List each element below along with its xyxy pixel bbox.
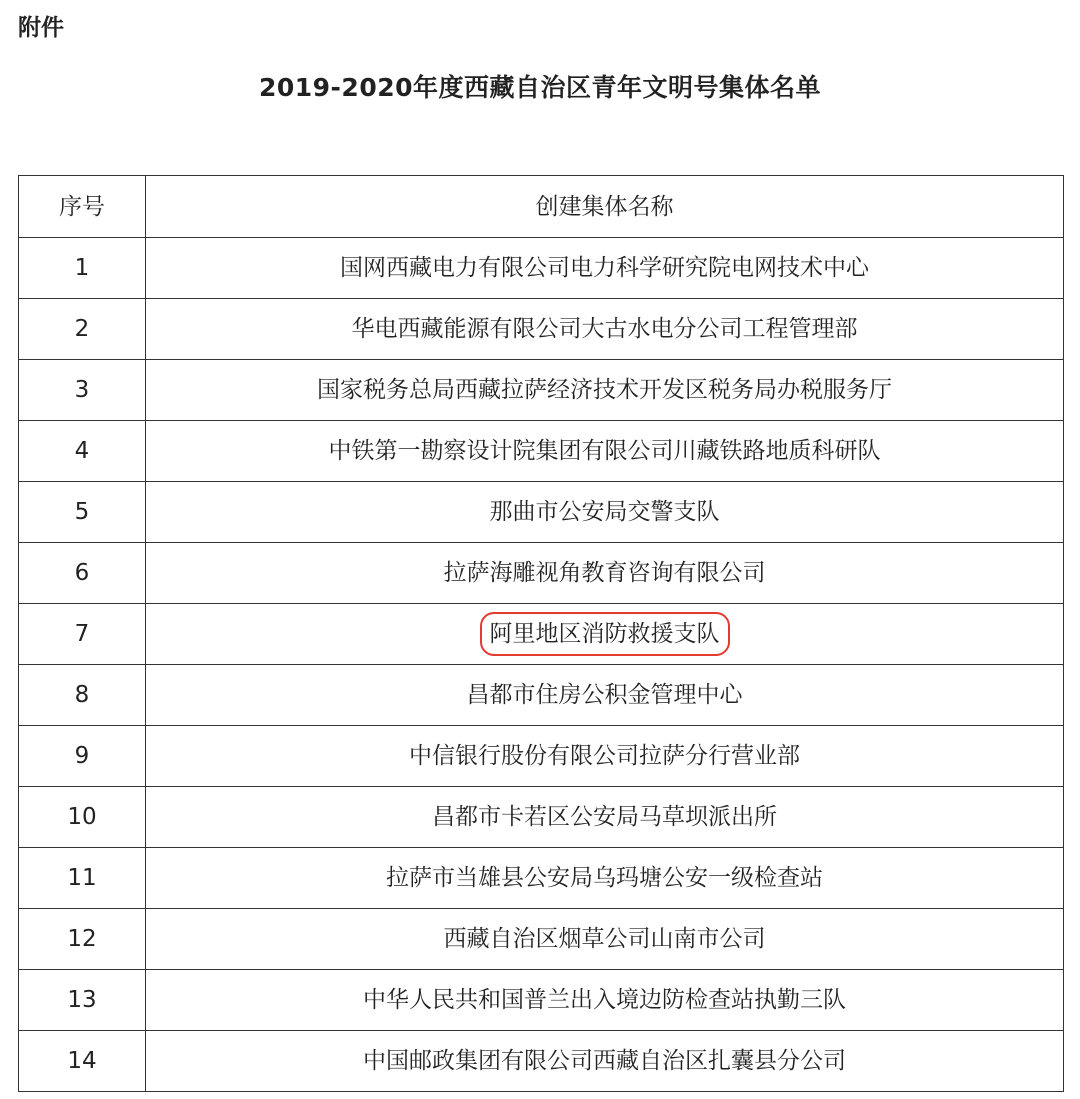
table-header-row xyxy=(19,176,1064,238)
row-name-cell xyxy=(146,726,1064,787)
row-number: 3 xyxy=(19,360,146,421)
row-number: 13 xyxy=(19,970,146,1031)
header-name: 创建集体名称 xyxy=(146,176,1064,238)
row-number: 4 xyxy=(19,421,146,482)
document-title: 2019-2020年度西藏自治区青年文明号集体名单 xyxy=(258,73,822,102)
entity-name: 昌都市住房公积金管理中心 xyxy=(466,682,743,708)
table-row xyxy=(19,726,1064,787)
table-row xyxy=(19,848,1064,909)
row-number: 12 xyxy=(19,909,146,970)
row-number: 14 xyxy=(19,1031,146,1092)
entity-name: 中信银行股份有限公司拉萨分行营业部 xyxy=(409,743,800,769)
row-name-cell xyxy=(146,604,1064,665)
table-row xyxy=(19,360,1064,421)
row-name-cell xyxy=(146,543,1064,604)
entity-name: 昌都市卡若区公安局马草坝派出所 xyxy=(432,804,777,830)
entity-name: 中华人民共和国普兰出入境边防检查站执勤三队 xyxy=(363,987,846,1013)
entity-name: 中铁第一勘察设计院集团有限公司川藏铁路地质科研队 xyxy=(328,438,881,464)
row-number: 9 xyxy=(19,726,146,787)
table-row xyxy=(19,787,1064,848)
row-name-cell xyxy=(146,665,1064,726)
row-name-cell xyxy=(146,787,1064,848)
table-row xyxy=(19,543,1064,604)
entity-name: 国家税务总局西藏拉萨经济技术开发区税务局办税服务厅 xyxy=(317,377,892,403)
row-name-cell xyxy=(146,909,1064,970)
row-name-cell xyxy=(146,421,1064,482)
roster-table xyxy=(18,175,1064,1092)
entity-name: 拉萨海雕视角教育咨询有限公司 xyxy=(443,560,766,586)
attachment-label: 附件 xyxy=(18,15,64,41)
table-row xyxy=(19,909,1064,970)
row-number: 7 xyxy=(19,604,146,665)
entity-name: 拉萨市当雄县公安局乌玛塘公安一级检查站 xyxy=(386,865,823,891)
row-number: 6 xyxy=(19,543,146,604)
table-body xyxy=(19,238,1064,1092)
row-name-cell xyxy=(146,1031,1064,1092)
table-row xyxy=(19,665,1064,726)
highlighted-entity-name: 阿里地区消防救援支队 xyxy=(480,612,730,656)
entity-name: 西藏自治区烟草公司山南市公司 xyxy=(443,926,766,952)
row-number: 11 xyxy=(19,848,146,909)
header-number: 序号 xyxy=(19,176,146,238)
entity-name: 那曲市公安局交警支队 xyxy=(489,499,720,525)
row-number: 1 xyxy=(19,238,146,299)
row-name-cell xyxy=(146,360,1064,421)
table-row xyxy=(19,604,1064,665)
table-row xyxy=(19,1031,1064,1092)
row-name-cell xyxy=(146,299,1064,360)
row-number: 2 xyxy=(19,299,146,360)
row-name-cell xyxy=(146,848,1064,909)
table-row xyxy=(19,421,1064,482)
table-row xyxy=(19,482,1064,543)
row-name-cell xyxy=(146,482,1064,543)
entity-name: 国网西藏电力有限公司电力科学研究院电网技术中心 xyxy=(340,255,869,281)
entity-name: 中国邮政集团有限公司西藏自治区扎囊县分公司 xyxy=(363,1048,846,1074)
row-number: 8 xyxy=(19,665,146,726)
row-name-cell xyxy=(146,238,1064,299)
row-number: 5 xyxy=(19,482,146,543)
row-name-cell xyxy=(146,970,1064,1031)
table-row xyxy=(19,238,1064,299)
row-number: 10 xyxy=(19,787,146,848)
entity-name: 华电西藏能源有限公司大古水电分公司工程管理部 xyxy=(351,316,858,342)
table-row xyxy=(19,299,1064,360)
table-row xyxy=(19,970,1064,1031)
